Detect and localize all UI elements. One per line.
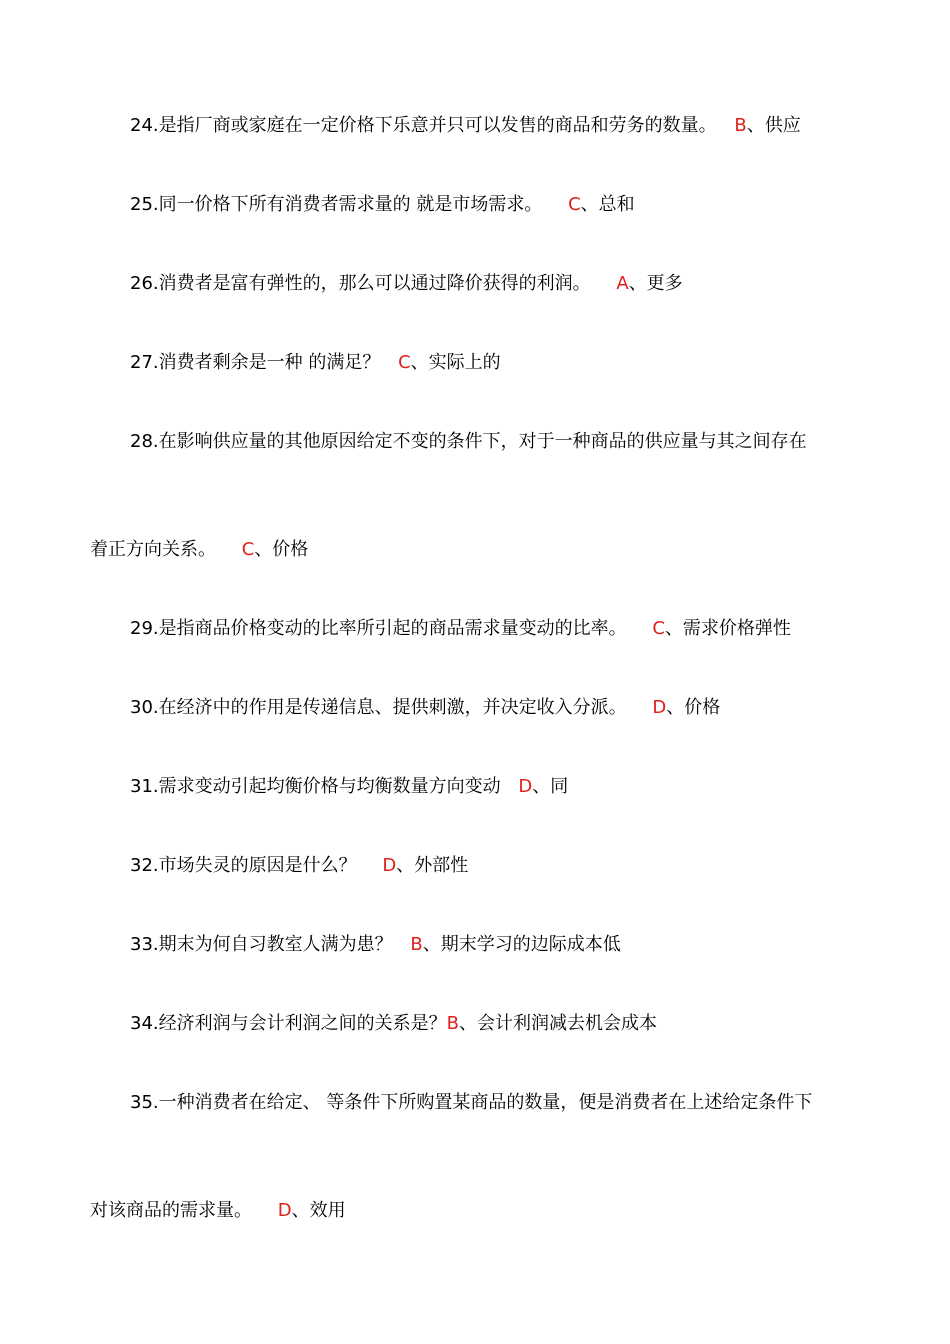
question-26 [130, 272, 683, 296]
question-stem: 30.在经济中的作用是传递信息、提供刺激，并决定收入分派。 [130, 697, 627, 718]
question-35 [130, 1091, 812, 1115]
question-stem: 33.期末为何自习教室人满为患？ [130, 934, 393, 955]
question-27 [130, 351, 501, 375]
answer [518, 776, 568, 797]
question-34 [130, 1012, 657, 1036]
answer-text: 、更多 [628, 273, 683, 294]
answer-text: 、会计利润减去机会成本 [458, 1013, 657, 1034]
answer [734, 115, 800, 136]
question-stem: 29.是指商品价格变动的比率所引起的商品需求量变动的比率。 [130, 618, 627, 639]
question-30 [130, 696, 720, 720]
question-31 [130, 775, 568, 799]
answer-text: 、同 [532, 776, 569, 797]
answer [568, 194, 635, 215]
answer-letter: D [518, 776, 533, 797]
question-28-continued [90, 538, 308, 562]
answer [242, 539, 309, 560]
answer-letter: C [568, 194, 581, 215]
answer [278, 1200, 346, 1221]
question-25 [130, 193, 635, 217]
answer-letter: B [410, 934, 423, 955]
answer-text: 、供应 [746, 115, 801, 136]
answer [447, 1013, 657, 1034]
question-35-continued [90, 1199, 346, 1223]
answer-text: 、价格 [666, 697, 721, 718]
answer-text: 、效用 [291, 1200, 346, 1221]
question-stem: 34.经济利润与会计利润之间的关系是？ [130, 1013, 447, 1034]
answer [652, 618, 791, 639]
question-stem: 32.市场失灵的原因是什么？ [130, 855, 357, 876]
question-29 [130, 617, 791, 641]
answer-letter: C [241, 539, 255, 560]
answer-text: 、需求价格弹性 [664, 618, 791, 639]
question-stem: 24.是指厂商或家庭在一定价格下乐意并只可以发售的商品和劳务的数量。 [130, 115, 717, 136]
answer-text: 、总和 [580, 194, 635, 215]
answer-text: 、实际上的 [410, 352, 501, 373]
question-28 [130, 430, 807, 454]
question-stem: 26.消费者是富有弹性的，那么可以通过降价获得的利润。 [130, 273, 591, 294]
answer [398, 352, 501, 373]
question-stem-continued: 对该商品的需求量。 [90, 1200, 252, 1221]
answer-text: 、外部性 [396, 855, 469, 876]
question-stem: 27.消费者剩余是一种 的满足？ [130, 352, 381, 373]
answer-letter: B [734, 115, 747, 136]
answer-text: 、价格 [254, 539, 309, 560]
answer [616, 273, 682, 294]
answer-letter: B [446, 1013, 459, 1034]
answer [382, 855, 468, 876]
question-33 [130, 933, 621, 957]
question-24 [130, 114, 801, 138]
question-stem-continued: 着正方向关系。 [90, 539, 216, 560]
answer [410, 934, 620, 955]
question-stem: 35.一种消费者在给定、 等条件下所购置某商品的数量，便是消费者在上述给定条件下 [130, 1092, 813, 1113]
answer-letter: D [652, 697, 667, 718]
answer-letter: D [277, 1200, 292, 1221]
answer [652, 697, 720, 718]
answer-letter: D [382, 855, 397, 876]
answer-letter: A [616, 273, 629, 294]
question-stem: 31.需求变动引起均衡价格与均衡数量方向变动 [130, 776, 501, 797]
question-stem: 25.同一价格下所有消费者需求量的 就是市场需求。 [130, 194, 543, 215]
answer-letter: C [652, 618, 665, 639]
question-32 [130, 854, 468, 878]
question-stem: 28.在影响供应量的其他原因给定不变的条件下，对于一种商品的供应量与其之间存在 [130, 431, 807, 452]
answer-letter: C [398, 352, 411, 373]
answer-text: 、期末学习的边际成本低 [422, 934, 621, 955]
